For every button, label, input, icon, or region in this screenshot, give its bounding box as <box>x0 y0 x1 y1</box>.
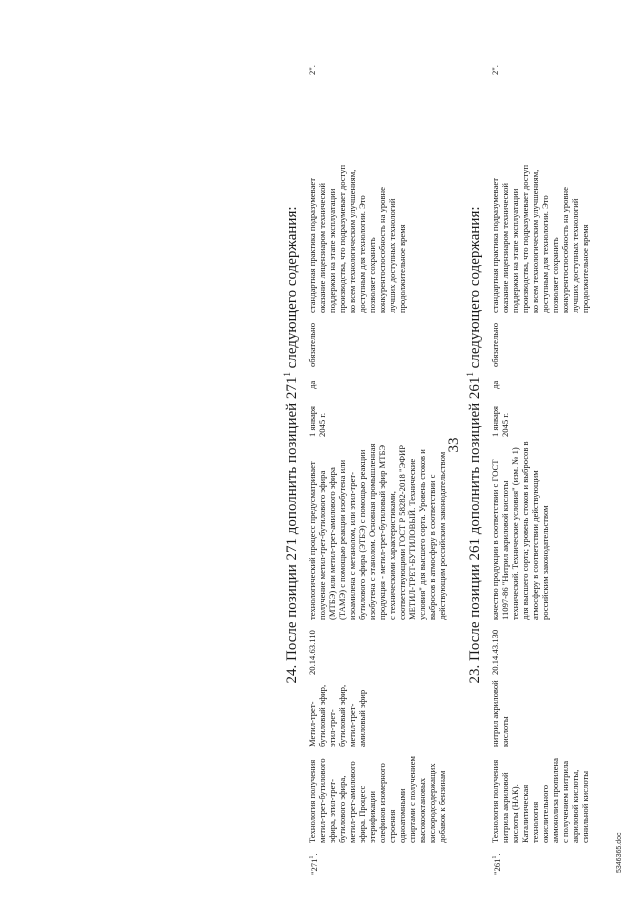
row-end-cell: 2". <box>307 65 317 75</box>
heading-sup: 1 <box>282 372 292 377</box>
heading-text-end: следующего содержания: <box>284 206 300 373</box>
heading-text: 23. После позиции 261 дополнить позицией 261 <box>467 376 483 684</box>
heading-text-end: следующего содержания: <box>467 206 483 373</box>
file-name-footer: 5346365.doc <box>616 832 623 873</box>
description-cell: технологический процесс предусматривает получение метил-трет-бутилового эфира (МТБЭ) или метил-трет-амилового эфира (ТАМЭ) с помощью реакции изобутена или изоамилена с метанолом, или этил-трет-бутилового эфира (ЭТБЭ) с помощью реакции изобутена с этанолом. Основная промышленная продукция - метил-трет-бутиловый эфир МТБЭ с техническими характеристиками, соответствующими ГОСТ Р 58282-2018 "ЭФИР МЕТИЛ-ТРЕТ-БУТИЛОВЫЙ. Технические условия" для высшего сорта. Уровень стоков и выбросов в атмосферу в соответствии с действующим российским законодательством <box>307 443 447 620</box>
page-number: 33 <box>446 437 462 453</box>
yes-cell: да <box>307 380 317 389</box>
row-end-cell: 2". <box>490 65 500 75</box>
position-code: "$261^1$. <box>491 853 502 875</box>
note-cell: стандартная практика подразумевает оказание лицензиаром технической поддержки на этапе эксплуатации производства, что подразумевает доступ ко всем технологическим улучшениям, доступным для технологии. Это позволяет сохранить конкурентоспособность на уровне лучших доступных технологий продолжительное время <box>307 164 407 313</box>
heading-text: 24. После позиции 271 дополнить позицией 271 <box>284 376 300 684</box>
product-cell: нитрил акриловой кислоты <box>490 680 510 747</box>
product-cell: Метил-трет-бутиловый эфир, этил-трет-бутиловый эфир, метил-трет-амиловый эфир <box>307 684 367 747</box>
position-code: "$271^1$. <box>308 853 319 875</box>
date-cell: 1 января 2045 г. <box>307 405 327 437</box>
note-cell: стандартная практика подразумевает оказание лицензиаром технической поддержки на этапе эксплуатации производства, что подразумевает доступ ко всем технологическим улучшениям, доступным для технологии. Это позволяет сохранить конкурентоспособность на уровне лучших доступных технологий продолжительное время <box>490 164 590 313</box>
description-cell: качество продукции в соответствии с ГОСТ 11097-86 "Нитрил акриловой кислоты технический. Технические условия" (изм. № 1) для высшего сорта; уровень стоков и выбросов в атмосферу в соответствии действующим российским законодательством <box>490 441 550 620</box>
okpd-code-cell: 20.14.63.110 <box>307 630 317 675</box>
yes-cell: да <box>490 380 500 389</box>
mandatory-cell: обязательно <box>307 322 317 367</box>
section-heading-23 <box>465 15 484 875</box>
document-page <box>20 15 623 875</box>
okpd-code-cell: 20.14.43.130 <box>490 629 500 675</box>
technology-cell: Технология получения нитрила акриловой кислоты (НАК). Каталитическая технология окислительного аммонолиза пропилена с получением нитрила акриловой кислоты, синильной кислоты <box>490 758 590 843</box>
technology-cell: Технология получения метил-трет-бутилового эфира, этил-трет-бутилового эфира, метил-трет-амилового эфира. Процесс этерификации олефинов изомерного строения одноатомными спиртами с получением высокооктановых кислородсодержащих добавок к бензинам <box>307 756 447 843</box>
date-cell: 1 января 2045 г. <box>490 405 510 437</box>
section-heading-24 <box>282 15 301 875</box>
mandatory-cell: обязательно <box>490 322 500 367</box>
heading-sup: 1 <box>465 372 475 377</box>
